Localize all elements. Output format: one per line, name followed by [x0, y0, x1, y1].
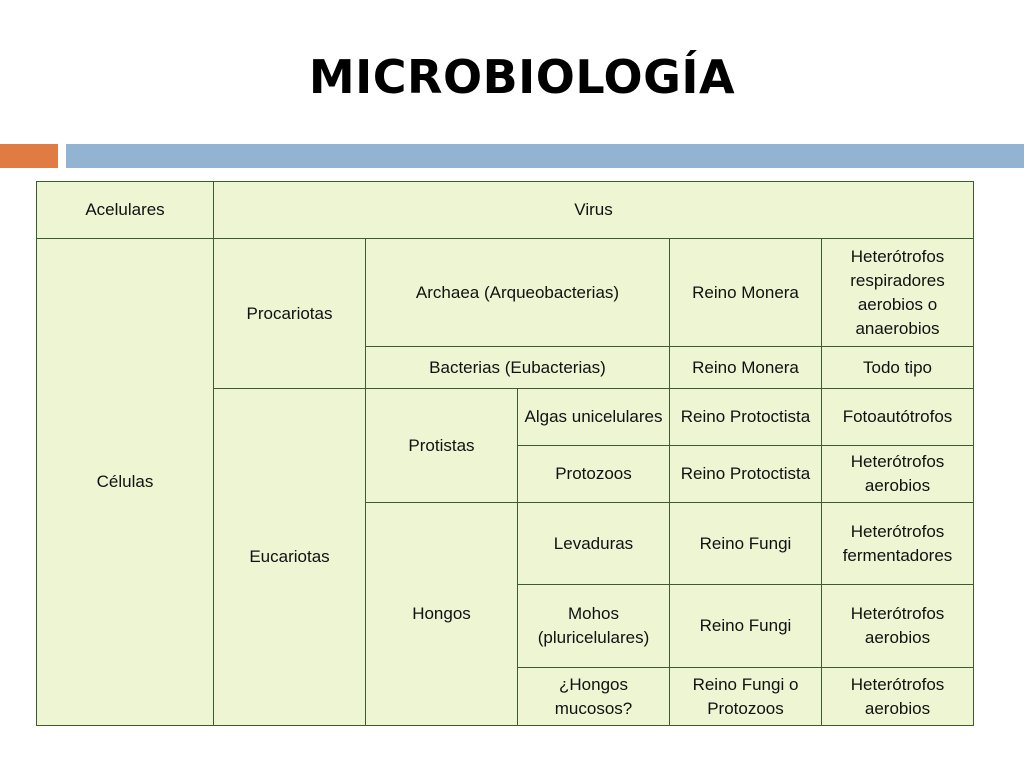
- organism-cell: Mohos (pluricelulares): [518, 585, 670, 668]
- organism-cell: ¿Hongos mucosos?: [518, 668, 670, 726]
- nutrition-cell: Todo tipo: [822, 347, 974, 389]
- reino-cell: Reino Fungi o Protozoos: [670, 668, 822, 726]
- subgroup-hongos: Hongos: [366, 503, 518, 726]
- organism-cell: Archaea (Arqueobacterias): [366, 239, 670, 347]
- group-eucariotas: Eucariotas: [214, 389, 366, 726]
- classification-table: [36, 181, 974, 726]
- reino-cell: Reino Protoctista: [670, 446, 822, 503]
- reino-cell: Reino Fungi: [670, 503, 822, 585]
- organism-cell: Bacterias (Eubacterias): [366, 347, 670, 389]
- table-row: [37, 182, 974, 239]
- category-celulares: Células: [37, 239, 214, 726]
- reino-cell: Reino Protoctista: [670, 389, 822, 446]
- nutrition-cell: Heterótrofos respiradores aerobios o anaerobios: [822, 239, 974, 347]
- page-title: MICROBIOLOGÍA: [308, 50, 736, 104]
- nutrition-cell: Heterótrofos aerobios: [822, 446, 974, 503]
- organism-cell: Protozoos: [518, 446, 670, 503]
- nutrition-cell: Heterótrofos fermentadores: [822, 503, 974, 585]
- virus-cell: Virus: [214, 182, 974, 239]
- nutrition-cell: Fotoautótrofos: [822, 389, 974, 446]
- subgroup-protistas: Protistas: [366, 389, 518, 503]
- organism-cell: Levaduras: [518, 503, 670, 585]
- category-acelulares: Acelulares: [37, 182, 214, 239]
- reino-cell: Reino Monera: [670, 347, 822, 389]
- table-row: [37, 239, 974, 347]
- nutrition-cell: Heterótrofos aerobios: [822, 668, 974, 726]
- accent-bar-orange: [0, 144, 58, 168]
- reino-cell: Reino Monera: [670, 239, 822, 347]
- group-procariotas: Procariotas: [214, 239, 366, 389]
- organism-cell: Algas unicelulares: [518, 389, 670, 446]
- nutrition-cell: Heterótrofos aerobios: [822, 585, 974, 668]
- reino-cell: Reino Fungi: [670, 585, 822, 668]
- accent-bar-blue: [66, 144, 1024, 168]
